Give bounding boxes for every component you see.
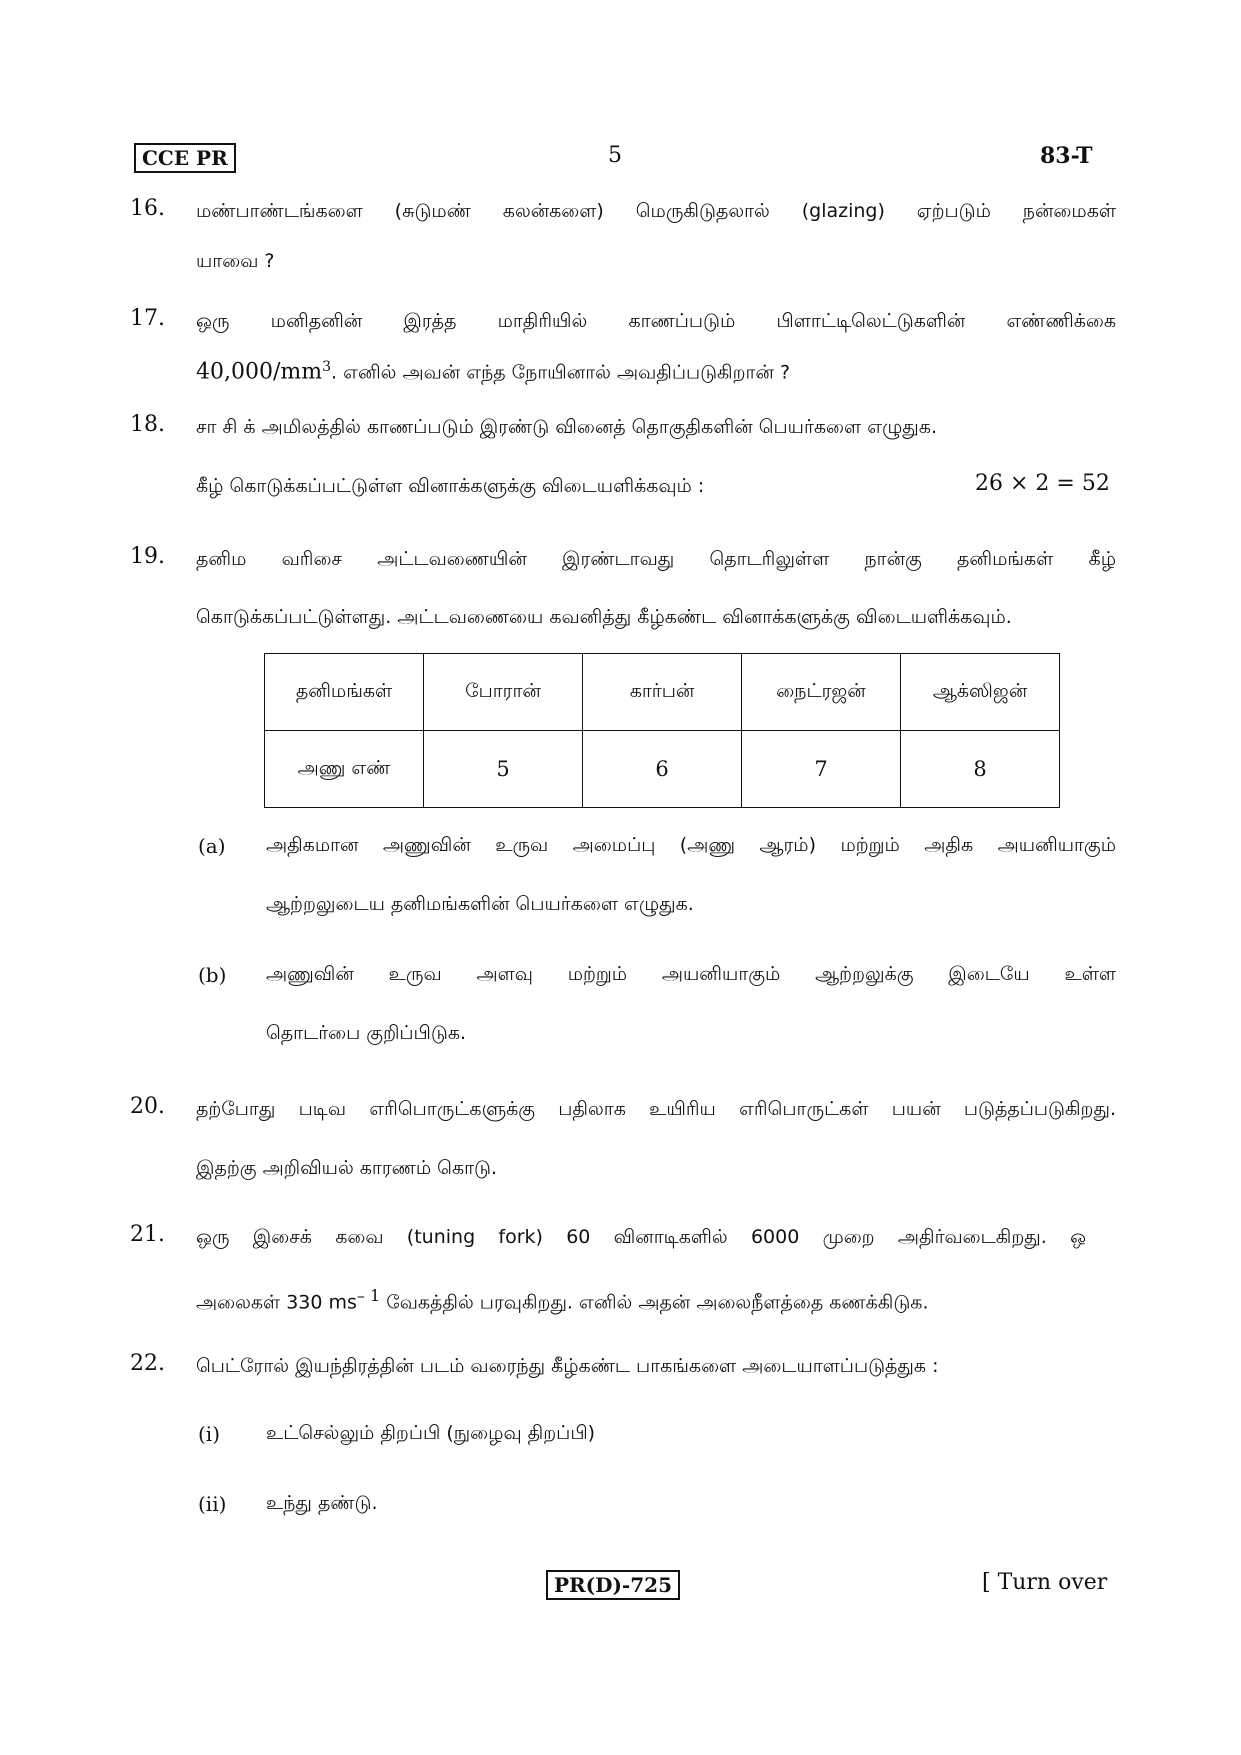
row-label-elements: தனிமங்கள் — [265, 654, 424, 731]
q21-line2 — [196, 1281, 1116, 1317]
q20-line1: தற்போது படிவ எரிபொருட்களுக்கு பதிலாக உயிரிய எரிபொருட்கள் பயன் படுத்தப்படுகிறது. — [196, 1098, 1116, 1120]
element-cell: ஆக்ஸிஜன் — [901, 654, 1060, 731]
q22i-label: (i) — [198, 1422, 221, 1446]
atomic-number-cell: 7 — [742, 731, 901, 808]
q22-text: பெட்ரோல் இயந்திரத்தின் படம் வரைந்து கீழ்கண்ட பாகங்களை அடையாளப்படுத்துக : — [196, 1355, 939, 1377]
q16-line2: யாவை ? — [196, 250, 275, 272]
q16-number: 16. — [130, 196, 165, 221]
turn-over: [ Turn over — [982, 1570, 1108, 1595]
atomic-number-cell: 5 — [424, 731, 583, 808]
q17-number: 17. — [130, 306, 165, 331]
q19-number: 19. — [130, 544, 165, 569]
table-row — [265, 654, 1060, 731]
q22ii-label: (ii) — [198, 1492, 227, 1516]
q22-number: 22. — [130, 1351, 165, 1376]
table-row — [265, 731, 1060, 808]
q20-line2: இதற்கு அறிவியல் காரணம் கொடு. — [196, 1157, 498, 1179]
q19-line1: தனிம வரிசை அட்டவணையின் இரண்டாவது தொடரிலுள்ள நான்கு தனிமங்கள் கீழ் — [196, 548, 1116, 570]
element-cell: நைட்ரஜன் — [742, 654, 901, 731]
q21-line2-rest: வேகத்தில் பரவுகிறது. எனில் அதன் அலைநீளத்தை கணக்கிடுக. — [380, 1291, 929, 1314]
q21-number: 21. — [130, 1222, 165, 1247]
atomic-number-cell: 8 — [901, 731, 1060, 808]
page-number: 5 — [608, 143, 622, 168]
q18-text: சா சி க் அமிலத்தில் காணப்படும் இரண்டு வினைத் தொகுதிகளின் பெயர்களை எழுதுக. — [196, 416, 937, 438]
paper-code: 83-T — [1040, 143, 1093, 169]
row-label-atomic-number: அணு எண் — [265, 731, 424, 808]
q16-line1: மண்பாண்டங்களை (சுடுமண் கலன்களை) மெருகிடுதலால் (glazing) ஏற்படும் நன்மைகள் — [196, 200, 1116, 222]
q21-exponent: – 1 — [356, 1286, 381, 1305]
section-marks: 26 × 2 = 52 — [975, 471, 1110, 496]
q19a-line2: ஆற்றலுடைய தனிமங்களின் பெயர்களை எழுதுக. — [266, 893, 694, 915]
q17-exponent: 3 — [322, 359, 332, 375]
q21-line1: ஒரு இசைக் கவை (tuning fork) 60 வினாடிகளில் 6000 முறை அதிர்வடைகிறது. ஒ — [196, 1226, 1086, 1248]
q19a-label: (a) — [198, 834, 226, 858]
elements-table — [264, 653, 1060, 808]
q19b-line2: தொடர்பை குறிப்பிடுக. — [266, 1022, 467, 1044]
q18-number: 18. — [130, 412, 165, 437]
footer-code: PR(D)-725 — [546, 1570, 680, 1600]
q19-line2: கொடுக்கப்பட்டுள்ளது. அட்டவணையை கவனித்து கீழ்கண்ட வினாக்களுக்கு விடையளிக்கவும். — [196, 606, 1012, 628]
q19a-line1: அதிகமான அணுவின் உருவ அமைப்பு (அணு ஆரம்) மற்றும் அதிக அயனியாகும் — [266, 834, 1116, 856]
atomic-number-cell: 6 — [583, 731, 742, 808]
element-cell: போரான் — [424, 654, 583, 731]
section-instruction: கீழ் கொடுக்கப்பட்டுள்ள வினாக்களுக்கு விடையளிக்கவும் : — [196, 475, 705, 497]
q20-number: 20. — [130, 1094, 165, 1119]
q19b-line1: அணுவின் உருவ அளவு மற்றும் அயனியாகும் ஆற்றலுக்கு இடையே உள்ள — [266, 963, 1116, 985]
q22ii-text: உந்து தண்டு. — [266, 1492, 378, 1514]
q17-line1: ஒரு மனிதனின் இரத்த மாதிரியில் காணப்படும் பிளாட்டிலெட்டுகளின் எண்ணிக்கை — [196, 310, 1116, 332]
q17-value: 40,000/mm — [196, 359, 323, 385]
header-left-code: CCE PR — [134, 143, 236, 173]
q22i-text: உட்செல்லும் திறப்பி (நுழைவு திறப்பி) — [266, 1422, 596, 1444]
element-cell: கார்பன் — [583, 654, 742, 731]
q19b-label: (b) — [198, 963, 227, 987]
q17-line2-rest: . எனில் அவன் எந்த நோயினால் அவதிப்படுகிறான் ? — [331, 361, 791, 384]
q21-line2-start: அலைகள் 330 ms — [196, 1291, 357, 1314]
q17-line2 — [196, 352, 1116, 387]
